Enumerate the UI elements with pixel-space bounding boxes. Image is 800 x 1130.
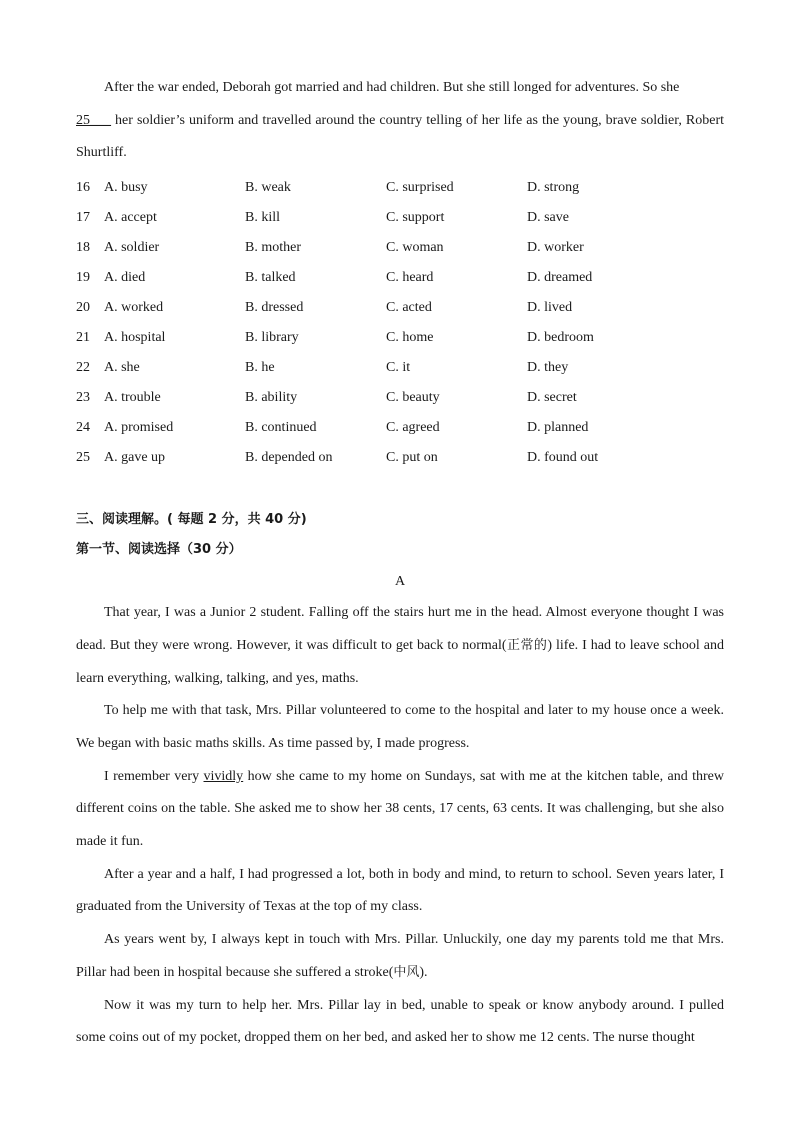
p3-text-b: how she came to my home on Sundays, sat with me at the kitchen table, and threw different coins on the table. She asked me to show her 38 cents, 17 cents, 63 cents. It was challenging, but she also made it fun.: [76, 768, 724, 850]
p5-text-a: As years went by, I always kept in touch with Mrs. Pillar. Unluckily, one day my parents told me that Mrs. Pillar had been in hospital because she suffered a stroke(: [76, 932, 724, 980]
question-number: 18: [76, 240, 90, 256]
question-number: 17: [76, 210, 90, 226]
option-a: A. died: [104, 270, 146, 286]
section-subheading: 第一节、阅读选择（30 分）: [76, 542, 242, 558]
option-d: D. dreamed: [527, 270, 593, 286]
option-row: [76, 203, 724, 233]
option-row: [76, 293, 724, 323]
option-a: A. promised: [104, 420, 174, 436]
option-a: A. worked: [104, 300, 164, 316]
passage-a-paragraph-4: After a year and a half, I had progressed a lot, both in body and mind, to return to school. Seven years later, I graduated from the University of Texas at the top of my class.: [76, 866, 724, 915]
option-b: B. library: [245, 330, 299, 346]
question-number: 25: [76, 450, 90, 466]
option-a: A. busy: [104, 180, 148, 196]
option-b: B. talked: [245, 270, 296, 286]
p5-text-b: ).: [419, 964, 428, 980]
option-a: A. accept: [104, 210, 157, 226]
question-number: 19: [76, 270, 90, 286]
option-row: [76, 443, 724, 473]
option-b: B. ability: [245, 390, 298, 406]
option-row: [76, 263, 724, 293]
blank-25: 25___: [76, 112, 111, 128]
option-row: [76, 323, 724, 353]
underlined-word: vividly: [203, 768, 244, 784]
option-a: A. gave up: [104, 450, 166, 466]
question-number: 22: [76, 360, 90, 376]
option-d: D. lived: [527, 300, 573, 316]
option-b: B. continued: [245, 420, 317, 436]
option-c: C. it: [386, 360, 411, 376]
option-a: A. hospital: [104, 330, 166, 346]
question-number: 21: [76, 330, 90, 346]
option-c: C. support: [386, 210, 445, 226]
option-a: A. trouble: [104, 390, 161, 406]
option-d: D. worker: [527, 240, 584, 256]
option-a: A. soldier: [104, 240, 160, 256]
option-c: C. acted: [386, 300, 432, 316]
passage-letter: A: [394, 574, 406, 590]
option-b: B. mother: [245, 240, 301, 256]
cloze-options-list: [76, 173, 724, 473]
option-b: B. dressed: [245, 300, 304, 316]
option-row: [76, 353, 724, 383]
option-d: D. they: [527, 360, 569, 376]
p3-text-a: I remember very: [104, 768, 204, 784]
p1-text-b: ) life. I had to leave school and learn everything, walking, talking, and yes, maths.: [76, 637, 724, 686]
option-b: B. he: [245, 360, 275, 376]
question-number: 23: [76, 390, 90, 406]
section-heading: 三、阅读理解。( 每题 2 分，共 40 分): [76, 512, 307, 528]
question-number: 16: [76, 180, 90, 196]
option-c: C. beauty: [386, 390, 440, 406]
option-d: D. secret: [527, 390, 577, 406]
option-row: [76, 173, 724, 203]
option-d: D. save: [527, 210, 569, 226]
option-d: D. planned: [527, 420, 589, 436]
option-row: [76, 413, 724, 443]
passage-a-paragraph-1: [76, 597, 724, 695]
option-row: [76, 383, 724, 413]
p5-cjk-gloss: 中风: [393, 964, 420, 980]
question-number: 24: [76, 420, 90, 436]
option-d: D. found out: [527, 450, 599, 466]
passage-a-paragraph-3: [76, 761, 724, 859]
passage-a-paragraph-2: To help me with that task, Mrs. Pillar volunteered to come to the hospital and later to my house once a week. We began with basic maths skills. As time passed by, I made progress.: [76, 703, 724, 751]
document-page: [76, 0, 724, 1055]
passage-a-paragraph-5: [76, 924, 724, 989]
option-c: C. home: [386, 330, 434, 346]
option-c: C. heard: [386, 270, 434, 286]
p1-text-a: That year, I was a Junior 2 student. Falling off the stairs hurt me in the head. Almost everyone thought I was dead. But they were wrong. However, it was difficult to get back to normal(: [76, 605, 724, 653]
option-c: C. agreed: [386, 420, 440, 436]
option-d: D. strong: [527, 180, 580, 196]
option-c: C. surprised: [386, 180, 454, 196]
option-a: A. she: [104, 360, 140, 376]
option-b: B. depended on: [245, 450, 333, 466]
option-d: D. bedroom: [527, 330, 594, 346]
option-c: C. put on: [386, 450, 438, 466]
passage-end-text-a: After the war ended, Deborah got married and had children. But she still longed for adventures. So she: [104, 80, 680, 95]
question-number: 20: [76, 300, 90, 316]
option-b: B. weak: [245, 180, 291, 196]
option-b: B. kill: [245, 210, 281, 226]
option-row: [76, 233, 724, 263]
option-c: C. woman: [386, 240, 444, 256]
p1-cjk-gloss: 正常的: [506, 637, 548, 653]
passage-end-text-b: her soldier’s uniform and travelled around the country telling of her life as the young, brave soldier, Robert Shurtliff.: [76, 112, 724, 161]
passage-a-paragraph-6: Now it was my turn to help her. Mrs. Pillar lay in bed, unable to speak or know anybody around. I pulled some coins out of my pocket, dropped them on her bed, and asked her to show me 12 cents. The nurse thought: [76, 997, 724, 1046]
passage-end-paragraph: [76, 72, 724, 170]
